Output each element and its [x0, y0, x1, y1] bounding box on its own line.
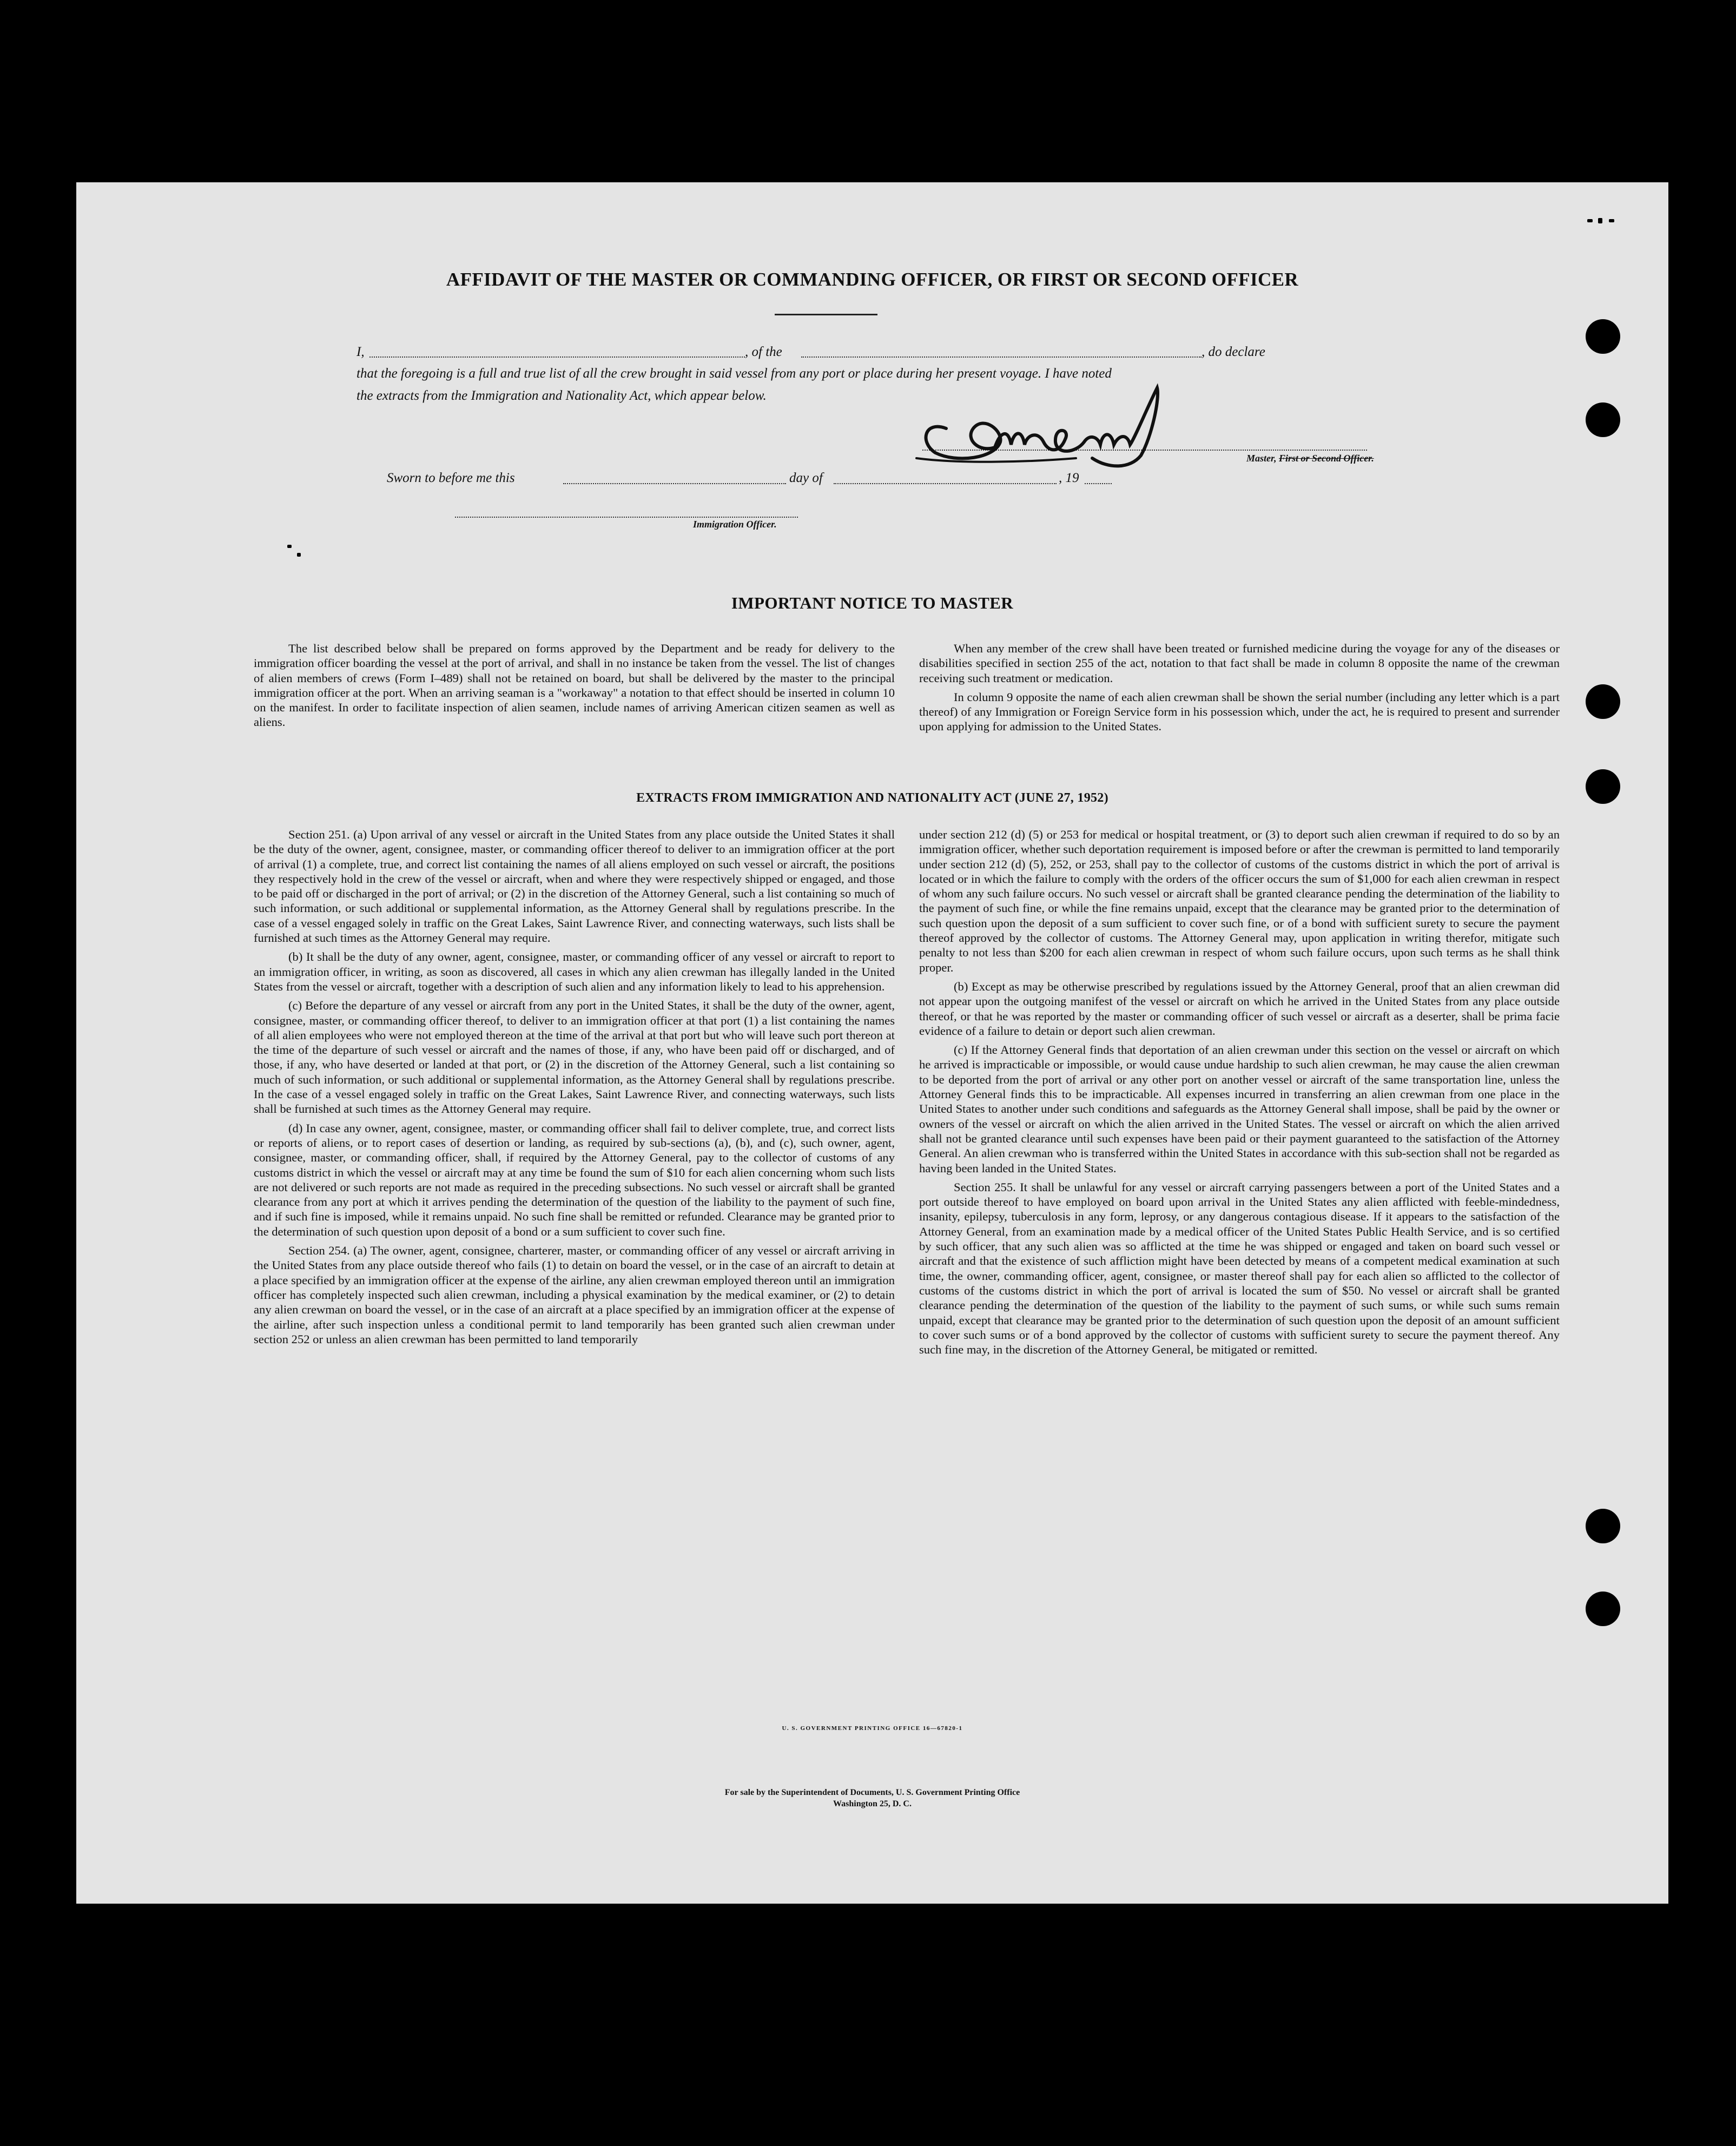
- notice-right-paragraph-1: When any member of the crew shall have been treated or furnished medicine during the voyage for any of the diseases or disabilities specified in section 255 of the act, notation to that fact shall be made in column 8 opposite the name of the crewman receiving such treatment or medication.: [919, 642, 1560, 685]
- affidavit-block: [357, 182, 1384, 561]
- section-254c: (c) If the Attorney General finds that deportation of an alien crewman under this section on the vessel or aircraft on which he arrived is impracticable or impossible, or would cause undue hardship to such alien crewman, he may cause the alien crewman to be deported from the port of arrival or any other port on another vessel or aircraft of the same transportation line, unless the Attorney General finds this to be impracticable. All expenses incurred in transferring an alien crewman from one place in the United States to another under such conditions and safeguards as the Attorney General shall impose, shall be paid by the owner or owners of the vessel or aircraft on which the alien arrived in the United States. The vessel or aircraft on which the alien arrived shall not be granted clearance until such expenses have been paid or their payment guaranteed to the satisfaction of the Attorney General. An alien crewman who is transferred within the United States in accordance with this sub-section shall not be regarded as having been landed in the United States.: [919, 1043, 1560, 1175]
- notice-title: IMPORTANT NOTICE TO MASTER: [731, 593, 1014, 612]
- punch-hole: [1586, 1592, 1620, 1626]
- day-of-label: day of: [789, 471, 823, 485]
- section-251a: Section 251. (a) Upon arrival of any vessel or aircraft in the United States from any place outside the United States it shall be the duty of the owner, agent, consignee, master, or commanding officer thereof to deliver to an immigration officer at the port of arrival (1) a complete, true, and correct list containing the names of all aliens employed on such vessel or aircraft, the positions they respectively hold in the crew of the vessel or aircraft, when and where they were respectively shipped or engaged, and those to be paid off or discharged in the port of arrival; or (2) in the discretion of the Attorney General, such a list containing so much of such information, or such additional or supplemental information, as the Attorney General shall by regulations prescribe. In the case of a vessel engaged solely in traffic on the Great Lakes, Saint Lawrence River, and connecting waterways, such lists shall be furnished at such times as the Attorney General may require.: [254, 828, 895, 945]
- caption-struck: First or Second Officer.: [1279, 453, 1374, 464]
- declaration-line-1: that the foregoing is a full and true list of all the crew brought in said vessel from any port or place during her present voyage. I have noted: [357, 366, 1112, 381]
- sale-notice: [76, 1787, 1668, 1810]
- section-254a: Section 254. (a) The owner, agent, consignee, charterer, master, or commanding officer of any vessel or aircraft arriving in the United States from any place outside thereof who fails (1) to detain on board the vessel, or in the case of an aircraft to detain at a place specified by an immigration officer at the expense of the airline, any alien crewman employed thereon until an immigration officer has completely inspected such alien crewman, including a physical examination by the medical examiner, or (2) to detain any alien crewman on board the vessel, or in the case of an aircraft at a place specified by an immigration officer at the expense of the airline, after such inspection unless a conditional permit to land temporarily has been granted such alien crewman under section 252 or unless an alien crewman has been permitted to land temporarily: [254, 1244, 895, 1346]
- form-page: [76, 182, 1668, 1904]
- sworn-label: Sworn to before me this: [387, 471, 515, 485]
- vessel-line[interactable]: [801, 356, 1202, 358]
- sworn-month-line[interactable]: [834, 483, 1057, 484]
- name-line[interactable]: [369, 356, 745, 358]
- speck: [1598, 218, 1602, 223]
- section-254a-continued: under section 212 (d) (5) or 253 for medical or hospital treatment, or (3) to deport such alien crewman if required to do so by an immigration officer, whether such deportation requirement is imposed before or after the crewman is permitted to land temporarily under section 212 (d) (5), 252, or 253, shall pay to the collector of customs of the customs district in which the port of arrival is located or in which the failure to comply with the orders of the officer occurs the sum of $1,000 for each alien crewman in respect of whom any such failure occurs. No such vessel or aircraft shall be granted clearance pending the determination of the liability to the payment of such fine, or while the fine remains unpaid, except that the clearance may be granted prior to the determination of such question upon the deposit of a sum sufficient to cover such fine, or of a bond with sufficient surety to secure the payment thereof approved by the collector of customs. The Attorney General may, upon application in writing therefor, mitigate such penalty to not less than $200 for each alien crewman in respect of whom such failure occurs, upon such terms as he shall think proper.: [919, 828, 1560, 974]
- sale-line-2: Washington 25, D. C.: [833, 1799, 912, 1808]
- extracts-left-column: [254, 827, 895, 1351]
- of-the-label: , of the: [745, 345, 782, 359]
- punch-hole: [1586, 1509, 1620, 1543]
- do-declare-label: , do declare: [1202, 345, 1265, 359]
- sworn-day-line[interactable]: [563, 483, 786, 484]
- handwritten-signature: [914, 377, 1173, 474]
- officer-line[interactable]: [455, 517, 798, 518]
- sale-line-1: For sale by the Superintendent of Documents, U. S. Government Printing Office: [724, 1788, 1020, 1797]
- caption-master: Master,: [1246, 453, 1277, 464]
- section-251b: (b) It shall be the duty of any owner, agent, consignee, master, or commanding officer of any vessel or aircraft to report to an immigration officer, in writing, as soon as discovered, all cases in which any alien crewman has illegally landed in the United States from the vessel or aircraft, together with a description of such alien and any information likely to lead to his apprehension.: [254, 950, 895, 993]
- extracts-right-column: [919, 827, 1560, 1361]
- section-254b: (b) Except as may be otherwise prescribed by regulations issued by the Attorney General, proof that an alien crewman did not appear upon the outgoing manifest of the vessel or aircraft on which he arrived in the United States from any place outside thereof, or that he was reported by the master or commanding officer of such vessel or aircraft as a deserter, shall be prima facie evidence of a failure to detain or deport such alien crewman.: [919, 979, 1560, 1038]
- speck: [1609, 219, 1614, 222]
- edge-mark: [1709, 549, 1731, 552]
- section-251d: (d) In case any owner, agent, consignee, master, or commanding officer shall fail to deliver complete, true, and correct lists or reports of aliens, or to report cases of desertion or landing, as required by sub-sections (a), (b), and (c), such owner, agent, consignee, master, or commanding officer, shall, if required by the Attorney General, pay to the collector of customs of any customs district in which the vessel or aircraft may at any time be found the sum of $10 for each alien concerning whom such lists are not delivered or such reports are not made as required in the preceding subsections. No such vessel or aircraft shall be granted clearance from any port at which it arrives pending the determination of the question of the liability to the payment of such fine, and if such fine is imposed, while it remains unpaid. No such fine shall be remitted or refunded. Clearance may be granted prior to the determination of such question upon deposit of a bond or a sum sufficient to cover such fine.: [254, 1121, 895, 1238]
- speck: [1587, 219, 1593, 222]
- notice-left-paragraph: The list described below shall be prepared on forms approved by the Department and be ready for delivery to the immigration officer boarding the vessel at the port of arrival, and shall in no instance be taken from the vessel. The list of changes of alien members of crews (Form I–489) shall not be retained on board, but shall be delivered by the master to the principal immigration officer at the port. When an arriving seaman is a "workaway" a notation to that effect should be inserted in column 10 on the manifest. In order to facilitate inspection of alien seamen, include names of arriving American citizen seamen as well as aliens.: [254, 642, 895, 729]
- notice-right-column: [919, 641, 1560, 738]
- extracts-title: EXTRACTS FROM IMMIGRATION AND NATIONALITY ACT (JUNE 27, 1952): [636, 791, 1108, 805]
- signature-caption: [1246, 453, 1374, 464]
- speck: [287, 545, 292, 548]
- immigration-officer-label: Immigration Officer.: [693, 519, 777, 530]
- affidavit-title: AFFIDAVIT OF THE MASTER OR COMMANDING OFFICER, OR FIRST OR SECOND OFFICER: [446, 269, 1299, 290]
- punch-hole: [1586, 319, 1620, 354]
- edge-mark: [1186, 24, 1189, 31]
- year-label: , 19: [1059, 471, 1079, 485]
- speck: [297, 553, 301, 557]
- section-255: Section 255. It shall be unlawful for any vessel or aircraft carrying passengers between a port of the United States and a port outside thereof to have employed on board upon arrival in the United States any alien afflicted with feeble-mindedness, insanity, epilepsy, tuberculosis in any form, leprosy, or any dangerous contagious disease. If it appears to the satisfaction of the Attorney General, from an examination made by a medical officer of the United States Public Health Service, and is so certified by such officer, that any such alien was so afflicted at the time he was shipped or engaged and taken on board such vessel or aircraft and that the existence of such affliction might have been detected by means of a competent medical examination at such time, the owner, commanding officer, agent, consignee, or master thereof shall pay for each alien so afflicted to the collector of customs of the customs district in which the port of arrival is located the sum of $50. No vessel or aircraft shall be granted clearance pending the determination of the question of the liability to the payment of such sums, or while such sums remain unpaid, except that clearance may be granted prior to the determination of such question upon the deposit of an amount sufficient to cover such sums or of a bond approved by the collector of customs with sufficient surety to secure the payment thereof. Any such fine may, in the discretion of the Attorney General, be mitigated or remitted.: [919, 1180, 1560, 1357]
- i-label: I,: [357, 345, 365, 359]
- declaration-line-2: the extracts from the Immigration and Nationality Act, which appear below.: [357, 388, 767, 403]
- punch-hole: [1586, 402, 1620, 437]
- section-251c: (c) Before the departure of any vessel or aircraft from any port in the United States, it shall be the duty of the owner, agent, consignee, master, or commanding officer thereof, to deliver to an immigration officer at that port (1) a list containing the names of all alien employees who were not employed thereon at the time of the arrival at that port but who will leave such port thereon at the time of the departure of such vessel or aircraft and the names of those, if any, who have been paid off or discharged, and of those, if any, who have deserted or landed at that port, or (2) in the discretion of the Attorney General, such a list containing so much of such information, or such additional or supplemental information, as the Attorney General shall by regulations prescribe. In the case of a vessel engaged solely in traffic on the Great Lakes, Saint Lawrence River, and connecting waterways, such lists shall be furnished at such times as the Attorney General may require.: [254, 999, 895, 1116]
- notice-left-column: [254, 641, 895, 734]
- gpo-imprint: U. S. GOVERNMENT PRINTING OFFICE 16—67820-1: [782, 1725, 963, 1732]
- notice-right-paragraph-2: In column 9 opposite the name of each alien crewman shall be shown the serial number (including any letter which is a part thereof) of any Immigration or Foreign Service form in his possession which, under the act, he is required to present and surrender upon applying for admission to the United States.: [919, 690, 1560, 734]
- year-line[interactable]: [1085, 483, 1112, 484]
- punch-hole: [1586, 684, 1620, 719]
